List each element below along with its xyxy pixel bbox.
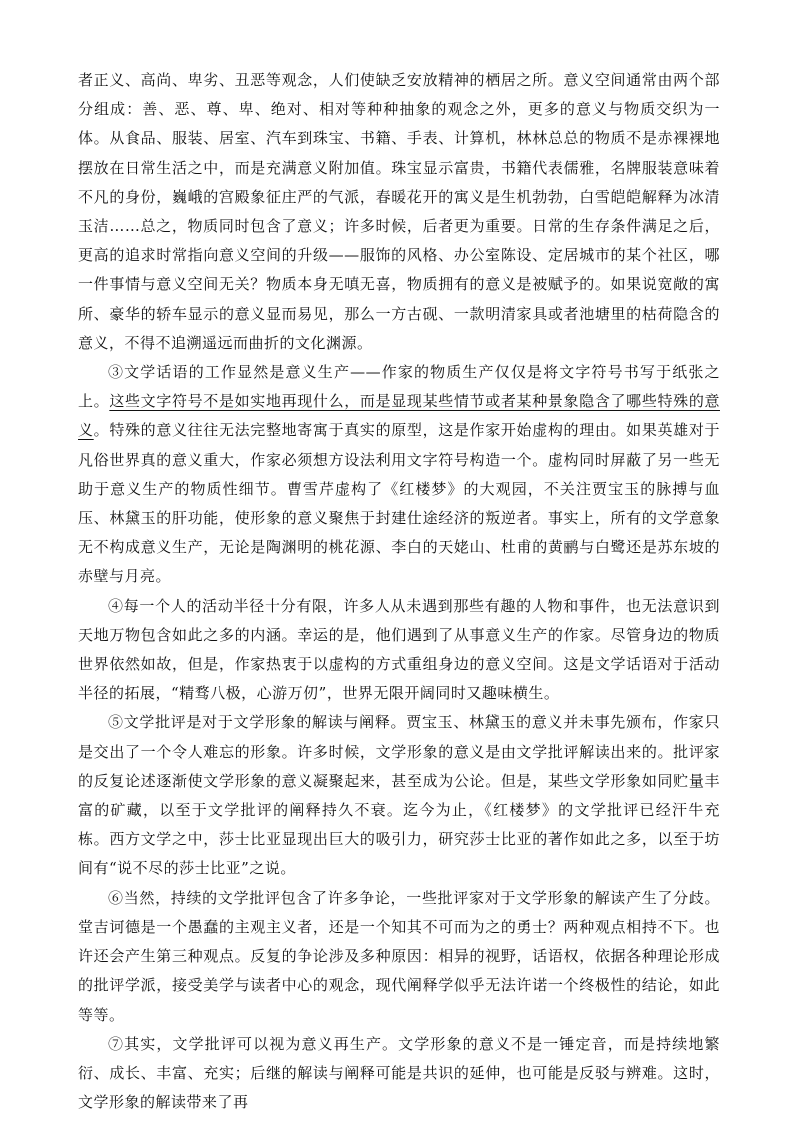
paragraph-5 xyxy=(78,708,720,883)
underlined-sentence: 这些文字符号不是如实地再现什么，而是显现某些情节或者某种景象隐含了哪些特殊的意义 xyxy=(78,392,720,440)
paragraph-continued xyxy=(78,66,720,358)
paragraph-7 xyxy=(78,1030,720,1118)
paragraph-3 xyxy=(78,358,720,592)
paragraph-4 xyxy=(78,592,720,709)
paragraph-text: ⑥当然，持续的文学批评包含了许多争论，一些批评家对于文学形象的解读产生了分歧。堂吉诃德是一个愚蠢的主观主义者，还是一个知其不可而为之的勇士？两种观点相持不下。也许还会产生第三种观点。反复的争论涉及多种原因：相异的视野，话语权，依据各种理论形成的批评学派，接受美学与读者中心的观念，现代阐释学似乎无法许诺一个终极性的结论，如此等等。 xyxy=(78,888,720,1024)
paragraph-text: 者正义、高尚、卑劣、丑恶等观念，人们使缺乏安放精神的栖居之所。意义空间通常由两个部分组成：善、恶、尊、卑、绝对、相对等种种抽象的观念之外，更多的意义与物质交织为一体。从食品、服装、居室、汽车到珠宝、书籍、手表、计算机，林林总总的物质不是赤裸裸地摆放在日常生活之中，而是充满意义附加值。珠宝显示富贵，书籍代表儒雅，名牌服装意味着不凡的身份，巍峨的宫殿象征庄严的气派，春暖花开的寓义是生机勃勃，白雪皑皑解释为冰清玉洁……总之，物质同时包含了意义；许多时候，后者更为重要。日常的生存条件满足之后，更高的追求时常指向意义空间的升级——服饰的风格、办公室陈设、定居城市的某个社区，哪一件事情与意义空间无关？物质本身无嗔无喜，物质拥有的意义是被赋予的。如果说宽敞的寓所、豪华的轿车显示的意义显而易见，那么一方古砚、一款明清家具或者池塘里的枯荷隐含的意义，不得不追溯遥远而曲折的文化渊源。 xyxy=(78,71,720,352)
document-page xyxy=(78,66,720,1117)
paragraph-text: 。特殊的意义往往无法完整地寄寓于真实的原型，这是作家开始虚构的理由。如果英雄对于凡俗世界真的意义重大，作家必须想方设法利用文字符号构造一个。虚构同时屏蔽了另一些无助于意义生产的物质性细节。曹雪芹虚构了《红楼梦》的大观园，不关注贾宝玉的脉搏与血压、林黛玉的肝功能，使形象的意义聚焦于封建仕途经济的叛逆者。事实上，所有的文学意象无不构成意义生产，无论是陶渊明的桃花源、李白的天姥山、杜甫的黄鹂与白鹭还是苏东坡的赤壁与月亮。 xyxy=(78,421,720,586)
paragraph-text: ⑤文学批评是对于文学形象的解读与阐释。贾宝玉、林黛玉的意义并未事先颁布，作家只是交出了一个令人难忘的形象。许多时候，文学形象的意义是由文学批评解读出来的。批评家的反复论述逐渐使文学形象的意义凝聚起来，甚至成为公论。但是，某些文学形象如同贮量丰富的矿藏，以至于文学批评的阐释持久不衰。迄今为止，《红楼梦》的文学批评已经汗牛充栋。西方文学之中，莎士比亚显现出巨大的吸引力，研究莎士比亚的著作如此之多，以至于坊间有“说不尽的莎士比亚”之说。 xyxy=(78,713,720,878)
paragraph-text: ③文学话语的工作显然是意义生产——作家的物质生产仅仅是将文字符号书写于纸张之上。 xyxy=(78,363,720,411)
paragraph-text: ④每一个人的活动半径十分有限，许多人从未遇到那些有趣的人物和事件，也无法意识到天地万物包含如此之多的内涵。幸运的是，他们遇到了从事意义生产的作家。尽管身边的物质世界依然如故，但是，作家热衷于以虚构的方式重组身边的意义空间。这是文学话语对于活动半径的拓展，“精骛八极，心游万仞”，世界无限开阔同时又趣味横生。 xyxy=(78,596,720,703)
paragraph-6 xyxy=(78,884,720,1030)
paragraph-text: ⑦其实，文学批评可以视为意义再生产。文学形象的意义不是一锤定音，而是持续地繁衍、成长、丰富、充实；后继的解读与阐释可能是共识的延伸，也可能是反驳与辨难。这时，文学形象的解读带来了再 xyxy=(78,1034,720,1112)
